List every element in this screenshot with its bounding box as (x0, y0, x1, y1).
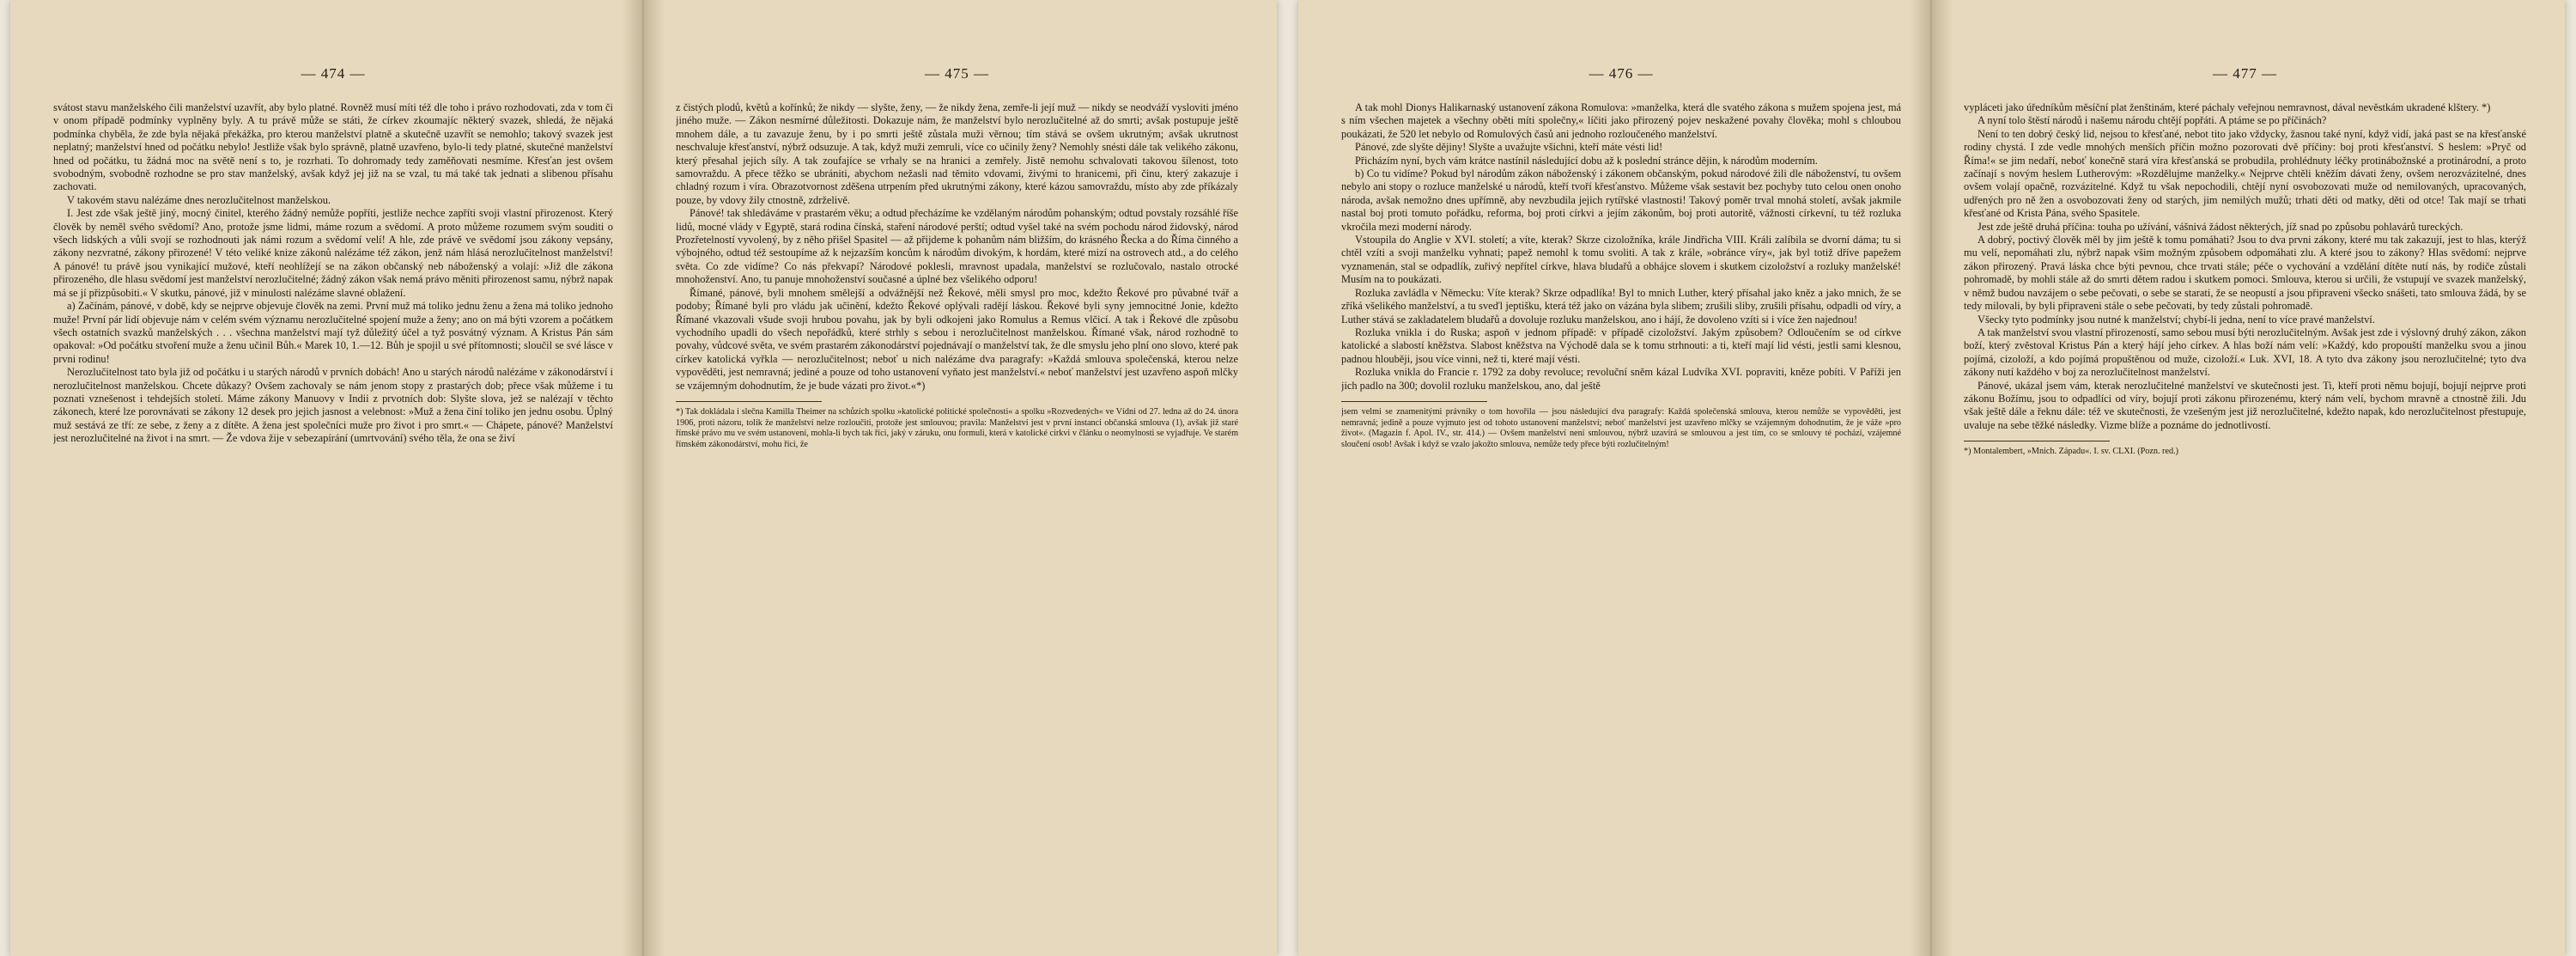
paragraph: I. Jest zde však ještě jiný, mocný činitel, kterého žádný nemůže popříti, jestliže nechce zapříti svoji vlastní přirozenost. Který člověk by neměl svého svědomí? Ano, protože jsme lidmi, máme rozum a svědomí. A proto můžeme rozumem svým souditi o všech lidských a vůli svojí se rozhodnouti jak námi rozum a svědomí velí! A hle, zde právě ve svědomí jsou zákony vepsány, zákony nezvratné, zákony přirozené! V této veliké knize zákonů nalézáme též zákon, jenž nám hlásá nerozlučitelnost manželství! A pánové! tu právě jsou vynikající mužové, kteří neohlížejí se na zákon občanský neb náboženský a volají: »Již dle zákona přirozeného, dle hlasu svědomí jest manželství nerozlučitelné; žádný zákon však nemá právo měniti přirozenost samu, nýbrž napak má se jí přizpůsobiti.« V skutku, pánové, již v minulosti nalézáme slavné oblažení. (53, 207, 613, 299)
footnote-divider (1341, 401, 1487, 402)
paragraph: Není to ten dobrý český lid, nejsou to křesťané, nebot tito jako vždycky, žasnou také nyní, když vidí, jaká past se na křesťanské rodiny chystá. I zde vedle mnohých menších příčin možno pozorovati dvě příčiny: boj proti křesťanství. S heslem: »Pryč od Říma!« se jim nedaří, neboť konečně stará víra křesťanská se probudila, prohlédnuty léčky protinábožnské a protinárodní, a proto začínají s novým heslem Lutherovým: »Rozdělujme manželky.« Nejprve chtěli kněžím dávati ženy, ovšem nerozvázitelné, dnes ovšem volají opačně, rozvázitelné. Když tu však nepochodili, chtějí nyní osvobozovati muže od nemilovaných, upracovaných, udřených pro ně žen a osvobozovati ženy od starých, jim nemilých mužů; trhati děti od matky, děti od otce! Tak mají se trhati křesťané od Krista Pána, svého Spasitele. (1964, 127, 2526, 220)
paragraph: A dobrý, poctivý člověk měl by jim ještě k tomu pomáhati? Jsou to dva prvni zákony, které mu tak zakazují, jest to hlas, kterýž mu velí, nepomáhati zlu, nýbrž napak všim možným způsobem odpomáhati zlu. A které jsou to zákony? Hlas svědomí: nejprve zákon přirozený. Pravá láska chce býti pevnou, chce trvati stále; péče o vychování a vzdělání dítěte nutí nás, by rodiče zůstali pohromadě, by mohli stále až do smrti dětem radou i skutkem pomoci. Smlouva, kterou si určili, že vstupují ve svazek manželský, v němž budou navzájem o sebe pečovati, o sebe se starati, že se neopustí a jsou připraveni všecko snášeti, tato smlouva žádá, by se tedy milovali, by byli připraveni stále o sebe pečovati, by tedy zůstali pohromadě. (1964, 234, 2526, 313)
paragraph: Všecky tyto podmínky jsou nutné k manželství; chybí-li jedna, není to více pravé manželství. (1978, 313, 2375, 326)
page-477 (1964, 0, 2526, 956)
paragraph: Pánové, ukázal jsem vám, kterak nerozlučitelné manželství ve skutečnosti jest. Ti, kteří proti němu bojují, bojují nejprve proti zákonu Božímu, jsou to odpadlíci od víry, bojují proti zákonu přirozenému, který nám velí, bychom mravně a ctnostně žili. Jdu však ještě dále a řeknu dále: též ve skutečnosti, že vzešeným jest již nerozlučitelné, kdežto napak, kdo nerozlučitelnost přestupuje, uvaluje na sebe těžké následky. Vizme blíže a poznáme do jednotlivostí. (1964, 379, 2526, 431)
paragraph: Pánové, zde slyšte dějiny! Slyšte a uvažujte všichni, kteří máte vésti lid! (1355, 141, 1663, 154)
page-body (53, 101, 613, 446)
footnote-divider (676, 401, 822, 402)
paragraph: V takovém stavu nalézáme dnes nerozlučitelnost manželskou. (67, 193, 331, 206)
book-spread-left (10, 0, 1277, 956)
page-476 (1341, 0, 1901, 956)
paragraph: Nerozlučitelnost tato byla již od počátku i u starých národů v prvních dobách! Ano u starých národů nalézáme v zákonodárství i nerozlučitelnost manželskou. Chcete důkazy? Ovšem zachovaly se nám jenom stopy z prastarých dob; přece však můžeme i tu poznati vznešenost i tehdejších století. Máme zákony Manuovy v Indii z prvotních dob: Slyšte slova, jež se nalézají v těchto zákonech, které lze porovnávati se zákony 12 desek pro jejich jasnost a velebnost: »Muž a žena činí toliko jen jednu osobu. Úplný muž sestává ze tří: ze sebe, z ženy a z dítěte. A žena jest společníci muže pro život i pro smrt.« — Chápete, pánové? Manželství jest nerozlučitelné na život i na smrt. — Že vdova žije v sebezapírání (umrtvování) svého těla, že ona se živí (53, 366, 613, 445)
paragraph: Jest zde ještě druhá příčina: touha po užívání, vášnivá žádost některých, jíž snad po způsobu pohlavárů tureckých. (1978, 220, 2464, 233)
book-gutter (622, 0, 665, 956)
page-number: — 475 — (925, 65, 989, 82)
page-body (676, 101, 1238, 393)
paragraph: Římané, pánové, byli mnohem smělejší a odvážnější než Řekové, měli smysl pro moc, kdežto Řekové pro půvabné tvář a podoby; Římané byli pro vládu jak učinění, kdežto Řekové oplývali radějí láskou. Řekové byli syny jemnocitné Jonie, kdežto Římané vkazovali všude svoji hrubou povahu, jak by byli odkojeni jako Romulus a Remus vlčicí. A tak i Řekové dle způsobu vychodního upadli do všech nepořádků, které strhly s sebou i nerozlučitelnost manželskou. Římané však, národ rozhodně to povahy, vůdcové světa, ve svém prastarém zákonodárství pojednávají o manželství tak, že dle smyslu jeho plní ono slovo, které pak církev katolická vyřkla — nerozlučitelnost; neboť u nich nalézáme dva paragrafy: »Každá smlouva společenská, kterou nelze vypověděti, jest nemravná; jediné a pouze od toho ustanovení vyňato jest manželství.« neboť manželství jest uzavřeno aspoň mlčky se vzájemným dohodnutím, že je bude vázati pro život.«*) (676, 286, 1238, 392)
paragraph: Rozluka vnikla do Francie r. 1792 za doby revoluce; revoluční sněm kázal Ludvíka XVI. popraviti, kněze pobíti. V Paříži jen jich padlo na 300; dovolil rozluku manželskou, ano, dal ještě (1341, 366, 1901, 392)
page-body (1341, 101, 1901, 393)
paragraph: Přicházím nyní, bych vám krátce nastínil následující dobu až k poslední stránce dějin, k národům moderním. (1355, 154, 1818, 167)
page-number: — 476 — (1589, 65, 1654, 82)
book-gutter (1910, 0, 1953, 956)
footnote: jsem velmi se znamenitými právníky o tom hovořila — jsou následující dva paragrafy: Každá společenská smlouva, kterou nemůže se vypověděti, jest nemravná; jedině a pouze vyjmuto jest od tohoto ustanovení manželství; neboť manželství jest uzavřeno mlčky se vzájemným dohodnutím, že je váže »pro život«. (Magazin f. Apol. IV., str. 414.) — Ovšem manželství není smlouvou, nýbrž uzavírá se smlouvou a jest tím, co se smlouvy té pochází, vzájemné sloučení osob! Avšak i když se vzalo jakožto smlouva, nemůže tedy přece býti rozlučitelným! (1341, 406, 1901, 449)
paragraph: b) Co tu vidíme? Pokud byl národům zákon náboženský i zákonem občanským, pokud národové žili dle náboženství, tu ovšem nebylo ani stopy o rozluce manželské u národů, kteří tvoří křesťanstvo. Můžeme však sestavit bez pochyby tuto celou onen onoho národa, avšak nemožno dnes upřímně, aby nevzbudila jejich rytířské vlastnosti! Takový poměr trval mnohá století, avšak jakmile nastal boj proti tomuto pořádku, reforma, boj proti církvi a jejím zákonům, boj proti autoritě, vážnosti církevní, tu též rozluka vkročila mezi moderní národy. (1341, 167, 1901, 233)
paragraph: svátost stavu manželského čili manželství uzavřít, aby bylo platné. Rovněž musí míti též dle toho i právo rozhodovati, zda v tom či v onom případě podmínky vyplněny byly. A tu právě může se státi, že církev zkoumajíc některý svazek, shledá, že nějaká podmínka chyběla, že zde byla nějaká překážka, pro kterou manželství platně a skutečně uzavřít se nemohlo; takový svazek jest neplatný; manželství hned od počátku nebylo! Jestliže však bylo správně, platně uzavřeno, bylo-li tedy platné, skutečné manželství hned od počátku, tu žádná moc na světě není s to, je rozrhati. To dohromady tedy zaměňovati nesmíme. Křesťan jest ovšem svobodným, svobodně rozhodne se pro stav manželský, avšak když jej již na se vzal, tu má také tak jednati a slibenou přísahu zachovati. (53, 101, 613, 193)
paragraph: a) Začínám, pánové, v době, kdy se nejprve objevuje člověk na zemi. První muž má toliko jednu ženu a žena má toliko jednoho muže! První pár lidí objevuje nám v celém svém významu nerozlučitelné spojení muže a ženy; ano on má býti vzorem a počátkem všech ostatních svazků manželských . . . všechna manželství mají tyž důležitý účel a tyž posvátný význam. A Kristus Pán sám opakoval: »Od počátku stvoření muže a ženu učinil Bůh.« Marek 10, 1.—12. Bůh je spojil u své přítomnosti; sloučil se své lásce v prvni rodinu! (53, 300, 613, 365)
paragraph: Vstoupila do Anglie v XVI. století; a víte, kterak? Skrze cizoložníka, krále Jindřicha VIII. Králi zalíbila se dvorní dáma; tu si chtěl vzíti a svoji manželku vyhnati; papež nemohl k tomu svoliti. A tak z krále, »obránce víry«, jak byl totiž dříve papežem vyznamenán, stal se odpadlík, zuřivý nepřítel církve, hlava bludařů a obhájce slovem i skutkem cizoložství a rozluky manželské! Musím na to poukázati. (1341, 234, 1901, 286)
paragraph: vypláceti jako úředníkům měsíční plat ženštinám, které páchaly veřejnou nemravnost, dával nevěstkám ukradené klštery. *) (1964, 101, 2491, 113)
paragraph: A nyní tolo štěstí národů i našemu národu chtějí popřáti. A ptáme se po příčinách? (1978, 114, 2327, 127)
page-474 (53, 0, 613, 956)
paragraph: A tak manželství svou vlastní přirozeností, samo sebou musí býti nerozlučitelným. Avšak jest zde i výslovný druhý zákon, zákon boží, který zvěstoval Kristus Pán a který hájí jeho církev. A hlas boží nám velí: »Každý, kdo propouští manželku svou a jinou pojímá, cizoloží, a kdo pojímá propuštěnou od muže, cizoloží.« Luk. XVI, 18. A tyto dva zákony jsou nerozlučitelné; tyto dva zákony nutí každého v boj za nerozlučitelnost manželství. (1964, 326, 2526, 379)
paragraph: z čistých plodů, květů a kořínků; že nikdy — slyšte, ženy, — že nikdy žena, zemře-li její muž — nikdy se neodváží vysloviti jméno jiného muže. — Zákon nesmírné důležitosti. Dokazuje nám, že manželství bylo nerozlučitelné až do smrti; avšak postupuje ještě mnohem dále, a tu zavazuje ženu, by i po smrti ještě zůstala muži věrnou; tím stává se ovšem ukrutným; avšak ukrutnost neschvaluje křesťanství, nýbrž odsuzuje. A tak, když muži zemruli, více co učinily ženy? Nemohly snésti dále tak velikého zákonu, který přesahal jejich síly. A tak zoufajíce se vrhaly se na hranici a zemřely. Jistě nemohu schvalovati takovou šílenost, toto samovraždu. A přece těžko se ubrániti, abychom nežasli nad těmito vdovami, živými to hranicemi, při činu, který zakazuje i chladný rozum i víra. Obrazotvornost zděšena utrpením před ukrutnými zákony, které kázou samovraždu, místo aby zde příkázaly pouze, by vdovy žily ctnostně, zdrželivě. (676, 101, 1238, 206)
paragraph: A tak mohl Dionys Halikarnaský ustanovení zákona Romulova: »manželka, která dle svatého zákona s mužem spojena jest, má s ním všechen majetek a všechny oběti míti společny,« líčiti jako přirozený pojev neskažené povahy člověka; mohl s chloubou poukázati, že 520 let nebylo od Romulových časů ani jednoho rozloučeného manželství. (1341, 101, 1901, 140)
page-body (1964, 101, 2526, 432)
footnote: *) Montalembert, »Mnich. Západu«. I. sv. CLXI. (Pozn. red.) (1964, 447, 2179, 457)
page-number: — 474 — (301, 65, 366, 82)
paragraph: Pánové! tak shledáváme v prastarém věku; a odtud přecházíme ke vzdělaným národům pohanským; odtud povstaly rozsáhlé říše lidů, mocné vlády v Egyptě, stará rodina čínská, staření národové perští; odtud vyšel také na svém pochodu národ židovský, národ Prozřetelností vyvolený, by z něho přišel Spasitel — až přijdeme k pohanům nám bližším, do krásného Řecka a do Říma činného a výbojného, odtud též sestoupíme až k nejzazším koncům k národům divokým, k hordám, které mizí na ostrovech atd., a do celého světa. Co zde vidíme? Co nás překvapí? Národové poklesli, mravnost upadala, manželství se rozlučovalo, nastalo otrocké mnohoženství. Ano, tu panuje mnohoženství současné a úplné bez všelikého odporu! (676, 207, 1238, 286)
book-spread-right (1298, 0, 2565, 956)
paragraph: Rozluka zavládla v Německu: Víte kterak? Skrze odpadlíka! Byl to mnich Luther, který přísahal jako kněz a jako mnich, že se zříká všelikého manželství, a tu sveďl jeptišku, která též jako on vázána byla slibem; zrušili sliby, zrušili přísahu, odpadli od víry, a Luther stává se zakladatelem bludařů a dovoluje rozluku manželskou, ano i hájí, že dovoleno vzíti si i více žen najednou! (1341, 286, 1901, 326)
paragraph: Rozluka vnikla i do Ruska; aspoň v jednom případě: v případě cizoložství. Jakým způsobem? Odloučením se od církve katolické a slabostí kněžstva. Slabost kněžstva na Východě dala se k tomu strhnouti: a ti, kteří mají lid vésti, jestli sami klesnou, padnou hlouběji, jsou více vinni, než ti, které mají vésti. (1341, 326, 1901, 365)
footnote: *) Tak dokládala i slečna Kamilla Theimer na schůzích spolku »katolické politické společnosti« a spolku »Rozvedených« ve Vídni od 27. ledna až do 24. února 1906, proti názoru, tolik že manželství nelze rozloučiti, protože jest smlouvou; pravila: Manželství jest v první instanci občanská smlouva (1), avšak již staré římské právo mu ve svém ustanovení, mohla-li bych tak říci, jaký v záruku, onu formuli, která v katolické církvi v článku o neomylnosti se vyjadřuje. Ve starém římském zákonodárství, mohu říci, že (676, 406, 1238, 449)
page-475 (676, 0, 1238, 956)
page-number: — 477 — (2213, 65, 2277, 82)
